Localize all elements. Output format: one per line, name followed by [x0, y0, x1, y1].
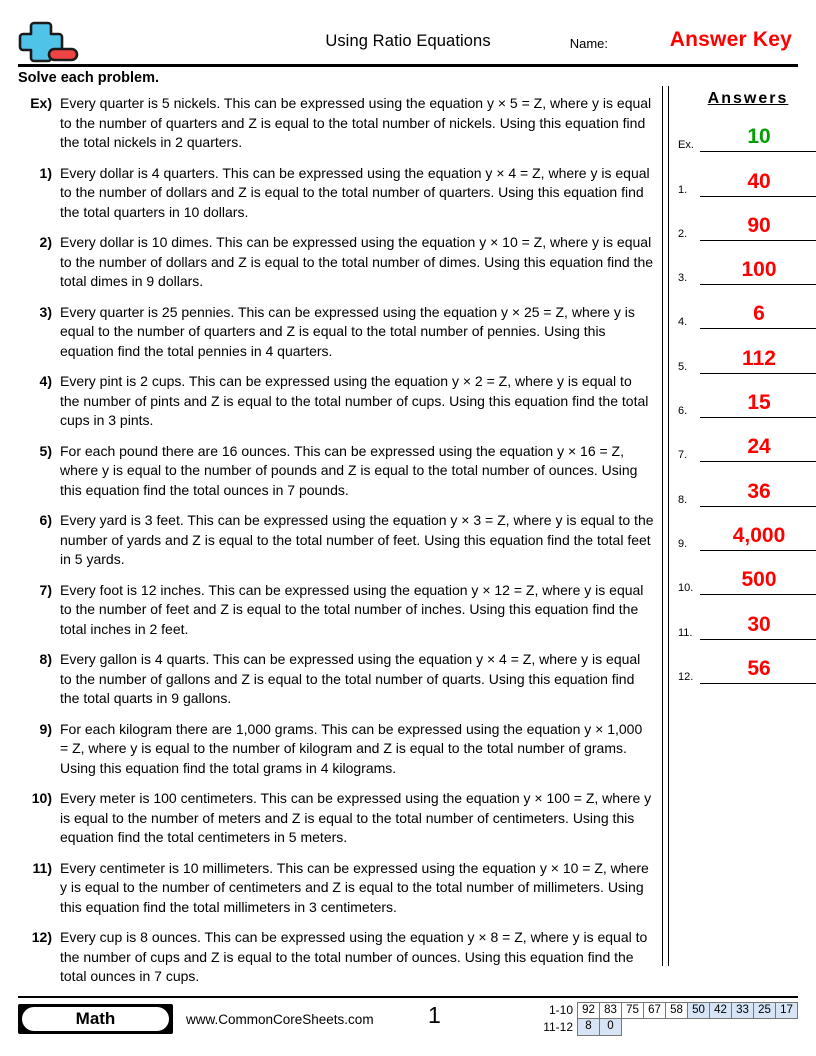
answer-value[interactable]: 24	[747, 435, 771, 459]
problem-number: 3)	[39, 303, 52, 320]
problem-text: Every dollar is 4 quarters. This can be expressed using the equation y × 4 = Z, where y is equal to the number of dollars and Z is equal to the total number of quarters. Using this equation find the total quarters in 10 dollars.	[60, 164, 650, 220]
name-label: Name:	[569, 36, 608, 51]
answer-value[interactable]: 15	[747, 391, 771, 415]
page-title: Using Ratio Equations	[325, 32, 491, 50]
problem-text: Every foot is 12 inches. This can be expressed using the equation y × 12 = Z, where y is equal to the number of feet and Z is equal to the total number of inches. Using this equation find the total inches in 2 feet.	[60, 581, 644, 637]
answer-row-label: 6.	[678, 405, 688, 418]
answer-row-label: 11.	[678, 626, 693, 639]
answer-row-label: Ex.	[678, 139, 694, 152]
page-header	[18, 18, 798, 66]
problem-text: Every quarter is 25 pennies. This can be expressed using the equation y × 25 = Z, where y is equal to the number of quarters and Z is equal to the total number of pennies. Using this equation find the total pennies in 4 quarters.	[60, 303, 635, 359]
grading-scale-cell: 8	[577, 1018, 600, 1036]
answer-key-badge: Answer Key	[669, 28, 792, 51]
answer-row	[678, 197, 816, 241]
grading-scale-cell: 0	[599, 1018, 622, 1036]
problem-list	[18, 94, 654, 998]
answer-row-label: 4.	[678, 316, 688, 329]
header-divider	[18, 64, 798, 67]
problem-number: 4)	[39, 373, 52, 389]
problem-text: For each pound there are 16 ounces. This can be expressed using the equation y × 16 = Z, where y is equal to the number of pounds and Z is equal to the total number of ounces. Using this equation find the total ounces in 7 pounds.	[60, 442, 638, 498]
problem-number: 1)	[39, 164, 52, 181]
answer-value[interactable]: 10	[747, 125, 771, 149]
grading-scale-row	[525, 1002, 798, 1019]
problem-number: 11)	[32, 859, 52, 876]
answer-row-label: 7.	[678, 449, 688, 462]
grading-scale-cell: 58	[665, 1002, 688, 1019]
problem-text: Every quarter is 5 nickels. This can be expressed using the equation y × 5 = Z, where y is equal to the number of quarters and Z is equal to the total number of nickels. Using this equation find the total nickels in 2 quarters.	[60, 95, 652, 150]
problem-item	[18, 859, 654, 918]
answer-value[interactable]: 112	[742, 346, 776, 370]
answer-row	[678, 285, 816, 329]
answer-row	[678, 507, 816, 551]
answer-value[interactable]: 30	[747, 612, 771, 636]
problem-item	[18, 164, 654, 223]
answer-row	[678, 152, 816, 196]
page-number: 1	[428, 1002, 441, 1028]
answer-row-label: 5.	[678, 360, 688, 373]
answer-row-label: 3.	[678, 272, 688, 285]
grading-scale-cell: 17	[775, 1002, 798, 1019]
page-footer	[18, 996, 798, 1042]
problem-text: For each kilogram there are 1,000 grams. This can be expressed using the equation y × 1,000 = Z, where y is equal to the number of kilogram and Z is equal to the total number of grams. Using this equation find the total grams in 4 kilograms.	[60, 720, 643, 776]
site-url-text: www.CommonCoreSheets.com	[186, 1012, 374, 1027]
answer-row	[678, 462, 816, 506]
subject-label: Math	[22, 1007, 169, 1031]
problem-number: 9)	[39, 720, 52, 737]
grading-scale-cell: 67	[643, 1002, 666, 1019]
problem-text: Every cup is 8 ounces. This can be expressed using the equation y × 8 = Z, where y is equal to the number of cups and Z is equal to the total number of ounces. Using this equation find the total ounces in 7 cups.	[60, 929, 648, 984]
problem-item	[18, 233, 654, 292]
answer-value[interactable]: 56	[747, 656, 771, 680]
answer-row-label: 2.	[678, 227, 688, 240]
problem-number: 12)	[31, 929, 52, 945]
answers-column	[678, 86, 816, 684]
worksheet-body	[18, 86, 798, 984]
grading-scale-cell: 42	[709, 1002, 732, 1019]
problem-text: Every pint is 2 cups. This can be expressed using the equation y × 2 = Z, where y is equal to the number of pints and Z is equal to the total number of cups. Using this equation find the total cups in 3 pints.	[60, 373, 649, 428]
problem-number: Ex)	[30, 95, 52, 111]
grading-scale-row	[525, 1019, 798, 1036]
answer-row	[678, 595, 816, 639]
problem-item	[18, 720, 654, 779]
subject-badge	[18, 1004, 173, 1034]
grading-scale-cell: 50	[687, 1002, 710, 1019]
problem-item	[18, 303, 654, 362]
answer-row	[678, 108, 816, 152]
answer-row	[678, 241, 816, 285]
problem-text: Every centimeter is 10 millimeters. This can be expressed using the equation y × 10 = Z, where y is equal to the number of centimeters and Z is equal to the total number of millimeters. Using this equation find the total millimeters in 3 centimeters.	[60, 859, 649, 915]
answer-row-label: 9.	[678, 537, 688, 550]
problem-number: 10)	[31, 790, 52, 806]
grading-scale-cell: 33	[731, 1002, 754, 1019]
answer-row	[678, 329, 816, 373]
problem-item	[18, 581, 654, 640]
footer-divider	[18, 996, 798, 998]
grading-scale-table	[525, 1002, 798, 1036]
answer-row-label: 10.	[678, 582, 694, 595]
problem-number: 7)	[39, 581, 52, 598]
problem-item	[18, 511, 654, 570]
answer-value[interactable]: 500	[741, 568, 777, 592]
problem-item	[18, 94, 654, 153]
answer-row-label: 1.	[678, 183, 688, 196]
problem-number: 6)	[39, 512, 52, 528]
answer-value[interactable]: 40	[747, 169, 771, 193]
answer-value[interactable]: 100	[741, 258, 777, 282]
answer-blank-line[interactable]	[700, 683, 816, 684]
problem-number: 8)	[39, 651, 52, 667]
answers-heading: Answers	[707, 90, 789, 107]
problem-text: Every meter is 100 centimeters. This can be expressed using the equation y × 100 = Z, where y is equal to the number of meters and Z is equal to the total number of centimeters. Using this equation find the total centimeters in 5 meters.	[60, 790, 652, 845]
problem-item	[18, 372, 654, 431]
problem-item	[18, 650, 654, 709]
answer-value[interactable]: 4,000	[732, 523, 786, 547]
answer-value[interactable]: 90	[747, 213, 771, 237]
grading-scale-row-label: 1-10	[548, 1003, 573, 1017]
answer-row	[678, 640, 816, 684]
grading-scale-cell: 75	[621, 1002, 644, 1019]
answer-row	[678, 551, 816, 595]
problem-item	[18, 789, 654, 848]
grading-scale-row-label: 11-12	[543, 1020, 573, 1034]
grading-scale-cell: 92	[577, 1002, 600, 1019]
problem-text: Every gallon is 4 quarts. This can be expressed using the equation y × 4 = Z, where y is equal to the number of gallons and Z is equal to the total number of quarts. Using this equation find the total quarts in 9 gallons.	[60, 651, 641, 706]
problem-item	[18, 928, 654, 987]
instruction-text: Solve each problem.	[18, 70, 160, 86]
problem-text: Every dollar is 10 dimes. This can be expressed using the equation y × 10 = Z, where y is equal to the number of dollars and Z is equal to the total number of dimes. Using this equation find the total dimes in 9 dollars.	[60, 234, 654, 289]
answer-row	[678, 418, 816, 462]
problem-number: 2)	[39, 234, 52, 250]
answer-row-label: 8.	[678, 493, 688, 506]
answer-rows	[678, 108, 816, 684]
problem-text: Every yard is 3 feet. This can be expressed using the equation y × 3 = Z, where y is equal to the number of yards and Z is equal to the total number of feet. Using this equation find the total feet in 5 yards.	[60, 512, 654, 567]
answer-value[interactable]: 36	[747, 479, 771, 503]
grading-scale-cell: 83	[599, 1002, 622, 1019]
answer-value[interactable]: 6	[753, 302, 765, 326]
column-divider	[662, 86, 669, 966]
grading-scale-cell: 25	[753, 1002, 776, 1019]
problem-number: 5)	[39, 442, 52, 459]
problem-item	[18, 442, 654, 501]
answer-row-label: 12.	[678, 670, 694, 683]
answer-row	[678, 374, 816, 418]
